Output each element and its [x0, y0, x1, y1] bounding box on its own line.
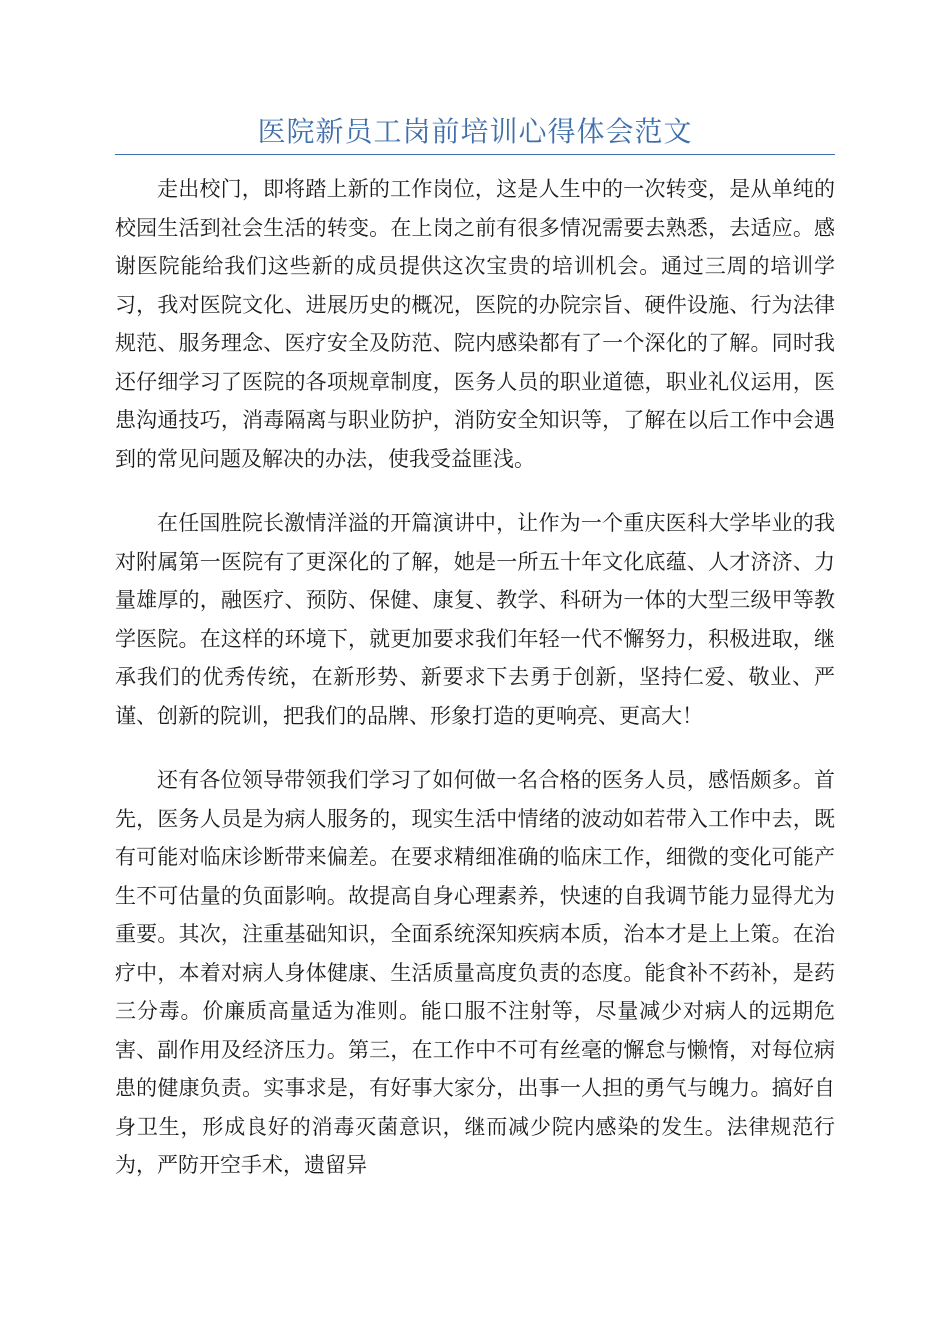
document-title: 医院新员工岗前培训心得体会范文 [257, 115, 693, 148]
paragraph-1: 走出校门，即将踏上新的工作岗位，这是人生中的一次转变，是从单纯的校园生活到社会生活的转变。在上岗之前有很多情况需要去熟悉，去适应。感谢医院能给我们这些新的成员提供这次宝贵的培训机会。通过三周的培训学习，我对医院文化、进展历史的概况，医院的办院宗旨、硬件设施、行为法律规范、服务理念、医疗安全及防范、院内感染都有了一个深化的了解。同时我还仔细学习了医院的各项规章制度，医务人员的职业道德，职业礼仪运用，医患沟通技巧，消毒隔离与职业防护，消防安全知识等，了解在以后工作中会遇到的常见问题及解决的办法，使我受益匪浅。 [115, 177, 835, 471]
paragraph-3: 还有各位领导带领我们学习了如何做一名合格的医务人员，感悟颇多。首先，医务人员是为病人服务的，现实生活中情绪的波动如若带入工作中去，既有可能对临床诊断带来偏差。在要求精细准确的临床工作，细微的变化可能产生不可估量的负面影响。故提高自身心理素养，快速的自我调节能力显得尤为重要。其次，注重基础知识，全面系统深知疾病本质，治本才是上上策。在治疗中，本着对病人身体健康、生活质量高度负责的态度。能食补不药补，是药三分毒。价廉质高量适为准则。能口服不注射等，尽量减少对病人的远期危害、副作用及经济压力。第三，在工作中不可有丝毫的懈怠与懒惰，对每位病患的健康负责。实事求是，有好事大家分，出事一人担的勇气与魄力。搞好自身卫生，形成良好的消毒灭菌意识，继而减少院内感染的发生。法律规范行为，严防开空手术，遗留异 [115, 768, 835, 1177]
document-body [115, 170, 835, 1211]
paragraph-2: 在任国胜院长激情洋溢的开篇演讲中，让作为一个重庆医科大学毕业的我对附属第一医院有了更深化的了解，她是一所五十年文化底蕴、人才济济、力量雄厚的，融医疗、预防、保健、康复、教学、科研为一体的大型三级甲等教学医院。在这样的环境下，就更加要求我们年轻一代不懈努力，积极进取，继承我们的优秀传统，在新形势、新要求下去勇于创新，坚持仁爱、敬业、严谨、创新的院训，把我们的品牌、形象打造的更响亮、更高大！ [115, 511, 835, 728]
title-underline [115, 154, 835, 155]
